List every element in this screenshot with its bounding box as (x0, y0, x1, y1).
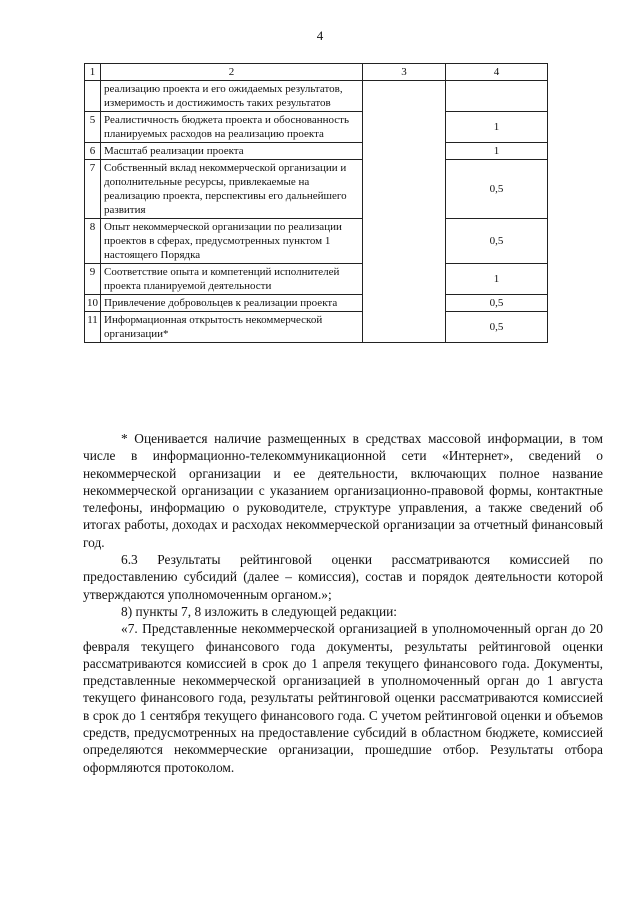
weight-value: 0,5 (446, 219, 548, 264)
criterion-text: реализацию проекта и его ожидаемых результатов, измеримость и достижимость таких результатов (101, 81, 363, 112)
row-number: 9 (85, 264, 101, 295)
row-number: 6 (85, 143, 101, 160)
weight-value: 1 (446, 143, 548, 160)
criterion-text: Опыт некоммерческой организации по реализации проектов в сферах, предусмотренных пунктом 1 настоящего Порядка (101, 219, 363, 264)
page-number: 4 (316, 28, 324, 43)
criterion-text: Информационная открытость некоммерческой организации* (101, 312, 363, 343)
header-col-2: 2 (101, 64, 363, 81)
row-number (85, 81, 101, 112)
weight-value (446, 81, 548, 112)
criterion-text: Масштаб реализации проекта (101, 143, 363, 160)
row-number: 7 (85, 160, 101, 219)
criteria-table (84, 63, 548, 343)
footnote-paragraph: * Оценивается наличие размещенных в средствах массовой информации, в том числе в информационно-телекоммуникационной сети «Интернет», сведений о некоммерческой организации и ее деятельности, включающих полное название некоммерческой организации с указанием организационно-правовой формы, контактные телефоны, информацию о руководителе, структуре управления, а также сведений об итогах работы, доходах и расходах некоммерческой организации за отчетный финансовый год. (83, 431, 603, 550)
row-number: 5 (85, 112, 101, 143)
criterion-text: Привлечение добровольцев к реализации проекта (101, 295, 363, 312)
header-col-3: 3 (363, 64, 446, 81)
weight-value: 0,5 (446, 312, 548, 343)
body-text (83, 430, 603, 776)
weight-value: 1 (446, 112, 548, 143)
weight-value: 0,5 (446, 295, 548, 312)
header-col-4: 4 (446, 64, 548, 81)
row-number: 11 (85, 312, 101, 343)
row-number: 8 (85, 219, 101, 264)
col3-cell (363, 81, 446, 343)
paragraph-7: «7. Представленные некоммерческой организацией в уполномоченный орган до 20 февраля текущего финансового года документы, результаты рейтинговой оценки рассматриваются комиссией в срок до 1 апреля текущего финансового года. Документы, представленные некоммерческой организацией в уполномоченный орган до 1 августа текущего финансового года, результаты рейтинговой оценки рассматриваются комиссией в срок до 1 сентября текущего финансового года. С учетом рейтинговой оценки и объемов средств, предусмотренных на предоставление субсидий в областном бюджете, комиссией определяются некоммерческие организации, прошедшие отбор. Результаты отбора оформляются протоколом. (83, 621, 603, 775)
weight-value: 1 (446, 264, 548, 295)
criterion-text: Соответствие опыта и компетенций исполнителей проекта планируемой деятельности (101, 264, 363, 295)
table-row (85, 219, 548, 264)
table-row (85, 264, 548, 295)
paragraph-amendment-8: 8) пункты 7, 8 изложить в следующей редакции: (121, 603, 397, 619)
weight-value: 0,5 (446, 160, 548, 219)
criterion-text: Собственный вклад некоммерческой организации и дополнительные ресурсы, привлекаемые на реализацию проекта, перспективы его дальнейшего развития (101, 160, 363, 219)
paragraph-6-3: 6.3 Результаты рейтинговой оценки рассматриваются комиссией по предоставлению субсидий (далее – комиссия), состав и порядок деятельности которой утверждаются уполномоченным органом.»; (83, 552, 603, 602)
table-row (85, 312, 548, 343)
table-row (85, 81, 548, 112)
table-row (85, 295, 548, 312)
header-col-1: 1 (85, 64, 101, 81)
criterion-text: Реалистичность бюджета проекта и обоснованность планируемых расходов на реализацию проекта (101, 112, 363, 143)
row-number: 10 (85, 295, 101, 312)
table-header-row (85, 64, 548, 81)
table-row (85, 112, 548, 143)
table-row (85, 160, 548, 219)
table-row (85, 143, 548, 160)
